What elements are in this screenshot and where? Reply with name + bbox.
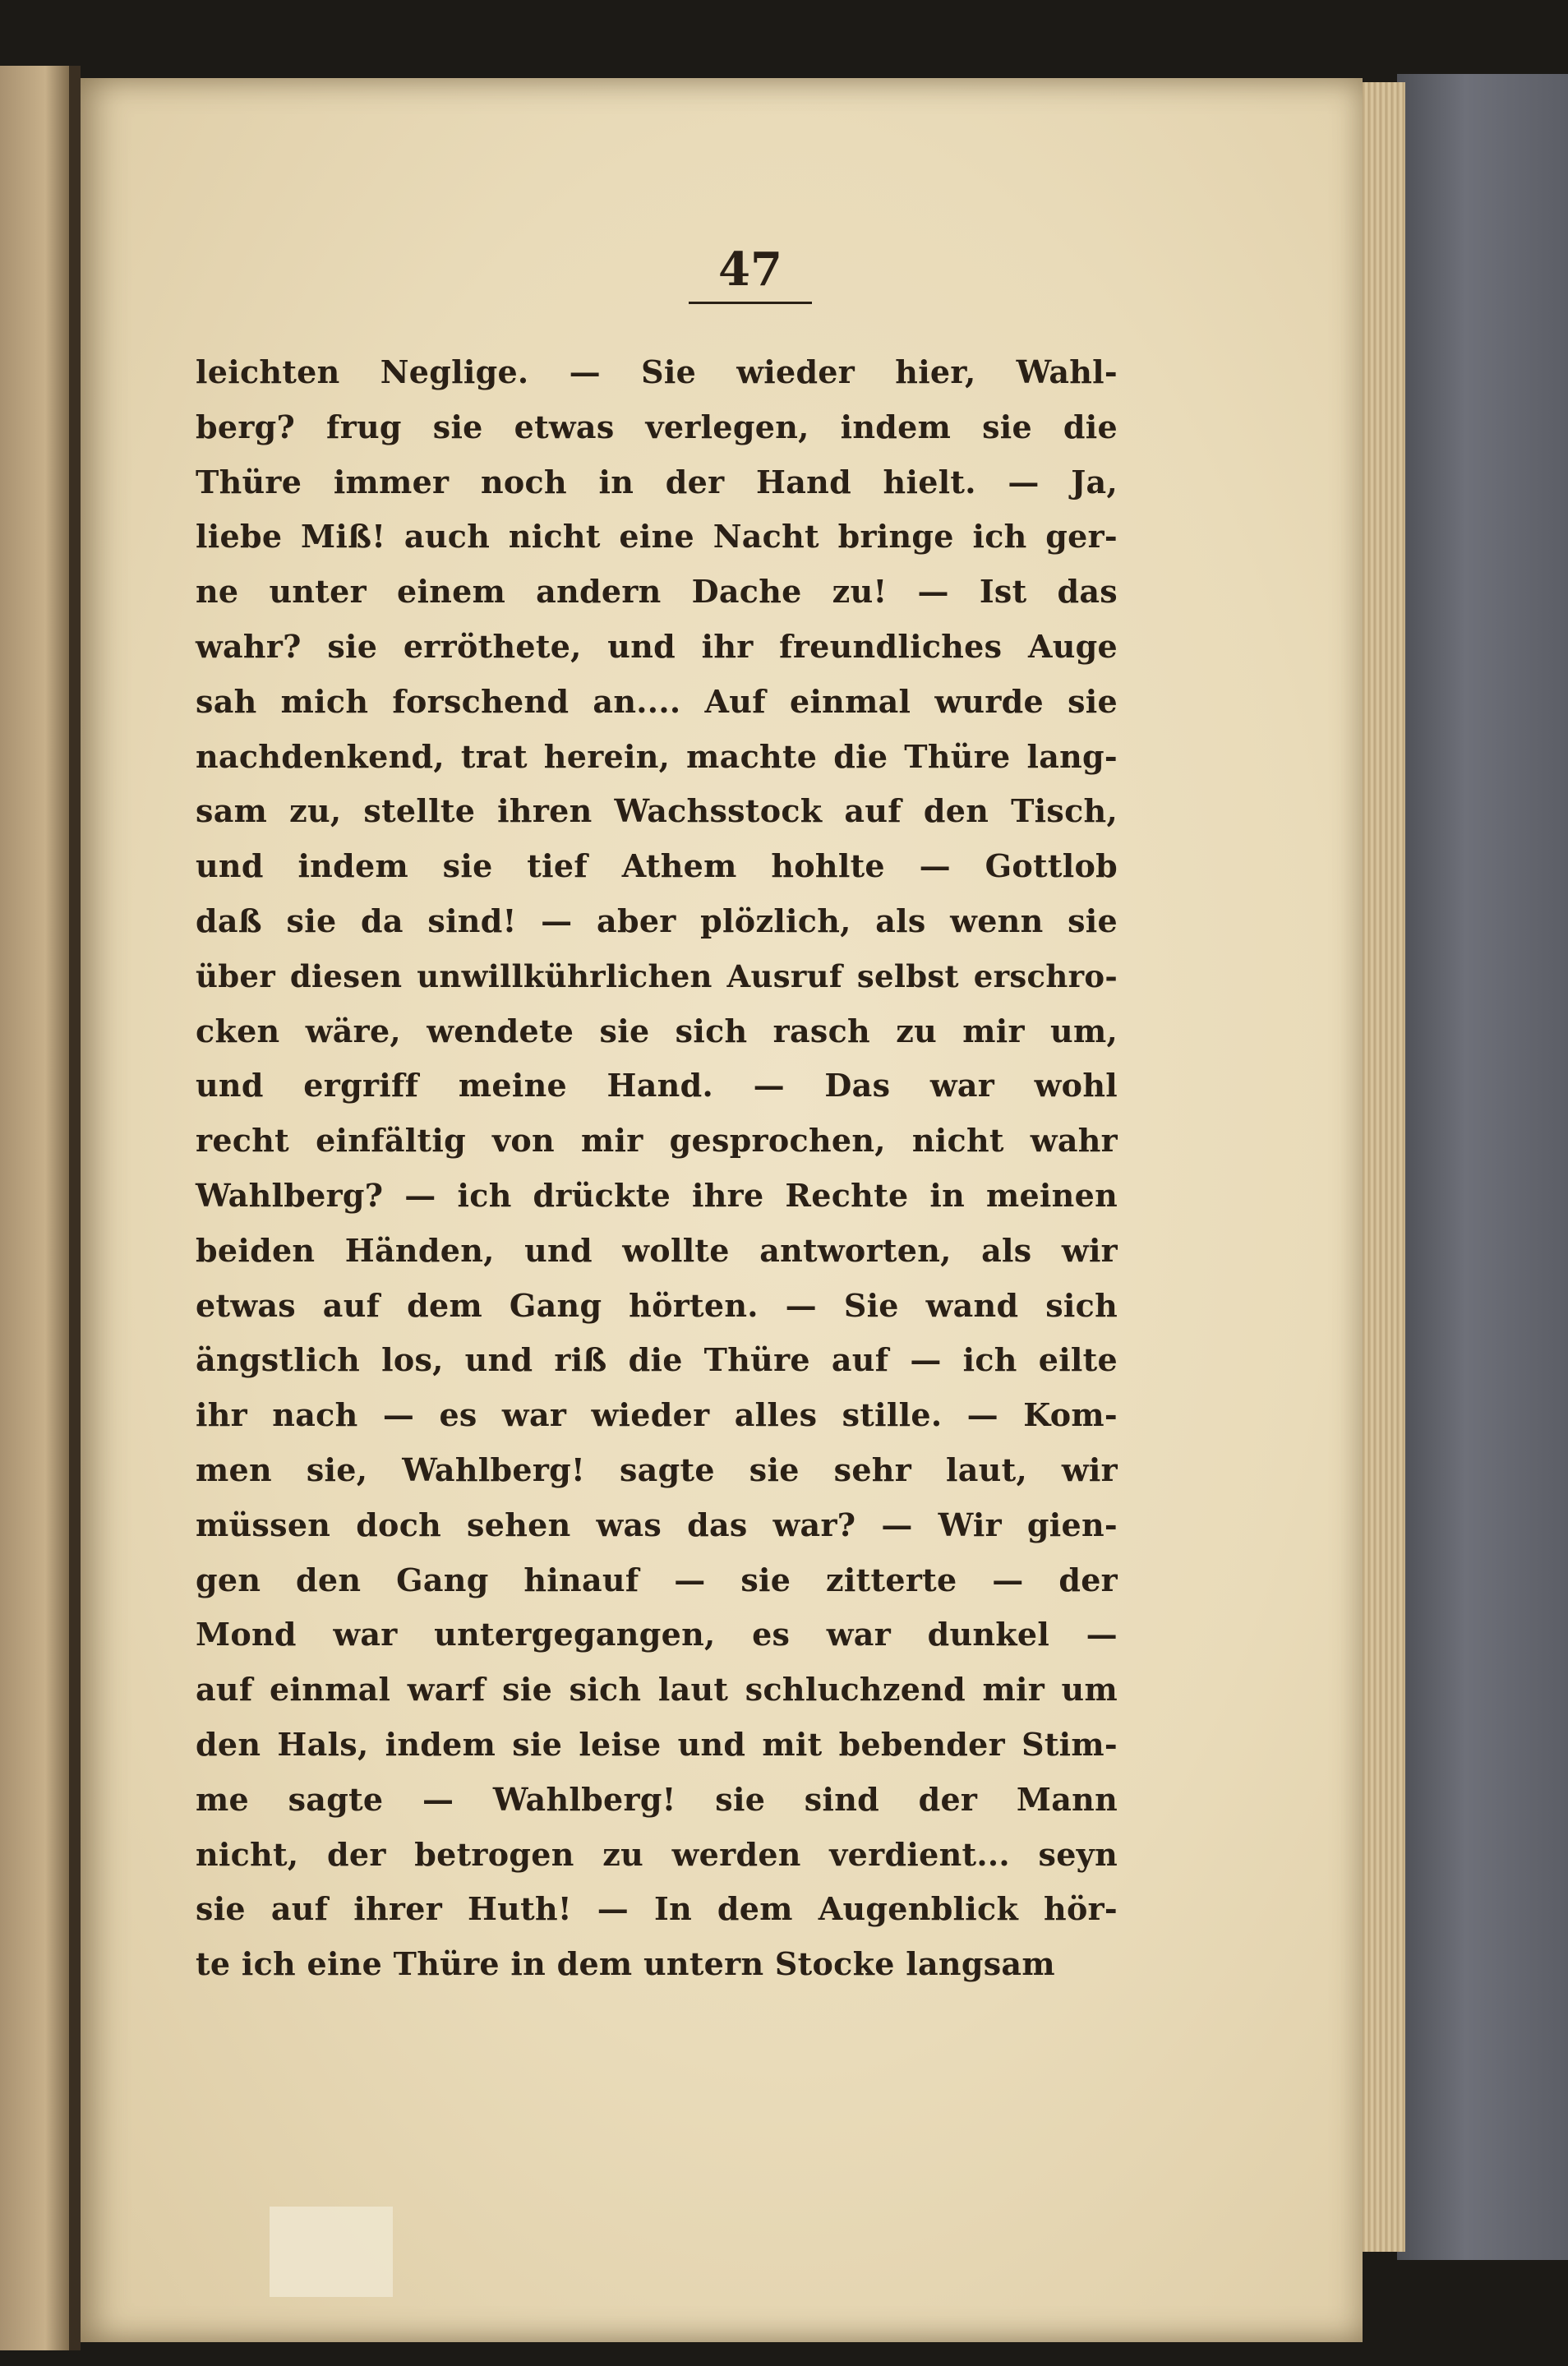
text-line: recht einfältig von mir gesprochen, nicht wahr <box>196 1122 1118 1160</box>
text-line: Wahlberg? — ich drückte ihre Rechte in meinen <box>196 1176 1118 1214</box>
text-line: me sagte — Wahlberg! sie sind der Mann <box>196 1780 1118 1818</box>
text-line: sah mich forschend an.... Auf einmal wurde sie <box>196 682 1118 720</box>
library-label-patch <box>270 2207 393 2297</box>
text-line: liebe Miß! auch nicht eine Nacht bringe ich ger- <box>196 518 1118 556</box>
text-line: cken wäre, wendete sie sich rasch zu mir um, <box>196 1012 1118 1049</box>
text-line: sam zu, stellte ihren Wachsstock auf den Tisch, <box>196 792 1118 830</box>
book-cover-edge <box>1397 74 1568 2260</box>
text-line: den Hals, indem sie leise und mit bebender Stim- <box>196 1725 1118 1763</box>
text-line: ihr nach — es war wieder alles stille. — Kom- <box>196 1396 1118 1434</box>
text-line: müssen doch sehen was das war? — Wir gien- <box>196 1506 1118 1543</box>
text-line: Mond war untergegangen, es war dunkel — <box>196 1616 1118 1653</box>
text-line: nicht, der betrogen zu werden verdient... seyn <box>196 1835 1118 1873</box>
text-line: ängstlich los, und riß die Thüre auf — ich eilte <box>196 1341 1118 1379</box>
text-line: daß sie da sind! — aber plözlich, als wenn sie <box>196 902 1118 939</box>
text-line: sie auf ihrer Huth! — In dem Augenblick hör- <box>196 1890 1118 1928</box>
text-line: berg? frug sie etwas verlegen, indem sie die <box>196 408 1118 445</box>
text-line: und indem sie tief Athem hohlte — Gottlob <box>196 847 1118 885</box>
page-number: 47 <box>689 242 812 304</box>
text-line: ne unter einem andern Dache zu! — Ist das <box>196 573 1118 611</box>
text-line: leichten Neglige. — Sie wieder hier, Wahl- <box>196 353 1118 390</box>
text-line: beiden Händen, und wollte antworten, als wir <box>196 1231 1118 1269</box>
text-line: etwas auf dem Gang hörten. — Sie wand sich <box>196 1286 1118 1324</box>
text-line: te ich eine Thüre in dem untern Stocke langsam <box>196 1945 1055 1983</box>
body-text <box>196 345 1118 1992</box>
text-line: wahr? sie erröthete, und ihr freundliches Auge <box>196 627 1118 665</box>
left-page-fragment <box>0 66 76 2350</box>
text-line: und ergriff meine Hand. — Das war wohl <box>196 1067 1118 1105</box>
text-line: men sie, Wahlberg! sagte sie sehr laut, wir <box>196 1451 1118 1488</box>
text-line: gen den Gang hinauf — sie zitterte — der <box>196 1561 1118 1598</box>
book-gutter <box>69 66 81 2350</box>
text-line: nachdenkend, trat herein, machte die Thüre lang- <box>196 737 1118 775</box>
text-line: Thüre immer noch in der Hand hielt. — Ja, <box>196 463 1118 500</box>
text-line: über diesen unwillkührlichen Ausruf selbst erschro- <box>196 957 1118 994</box>
text-line: auf einmal warf sie sich laut schluchzend mir um <box>196 1671 1118 1709</box>
